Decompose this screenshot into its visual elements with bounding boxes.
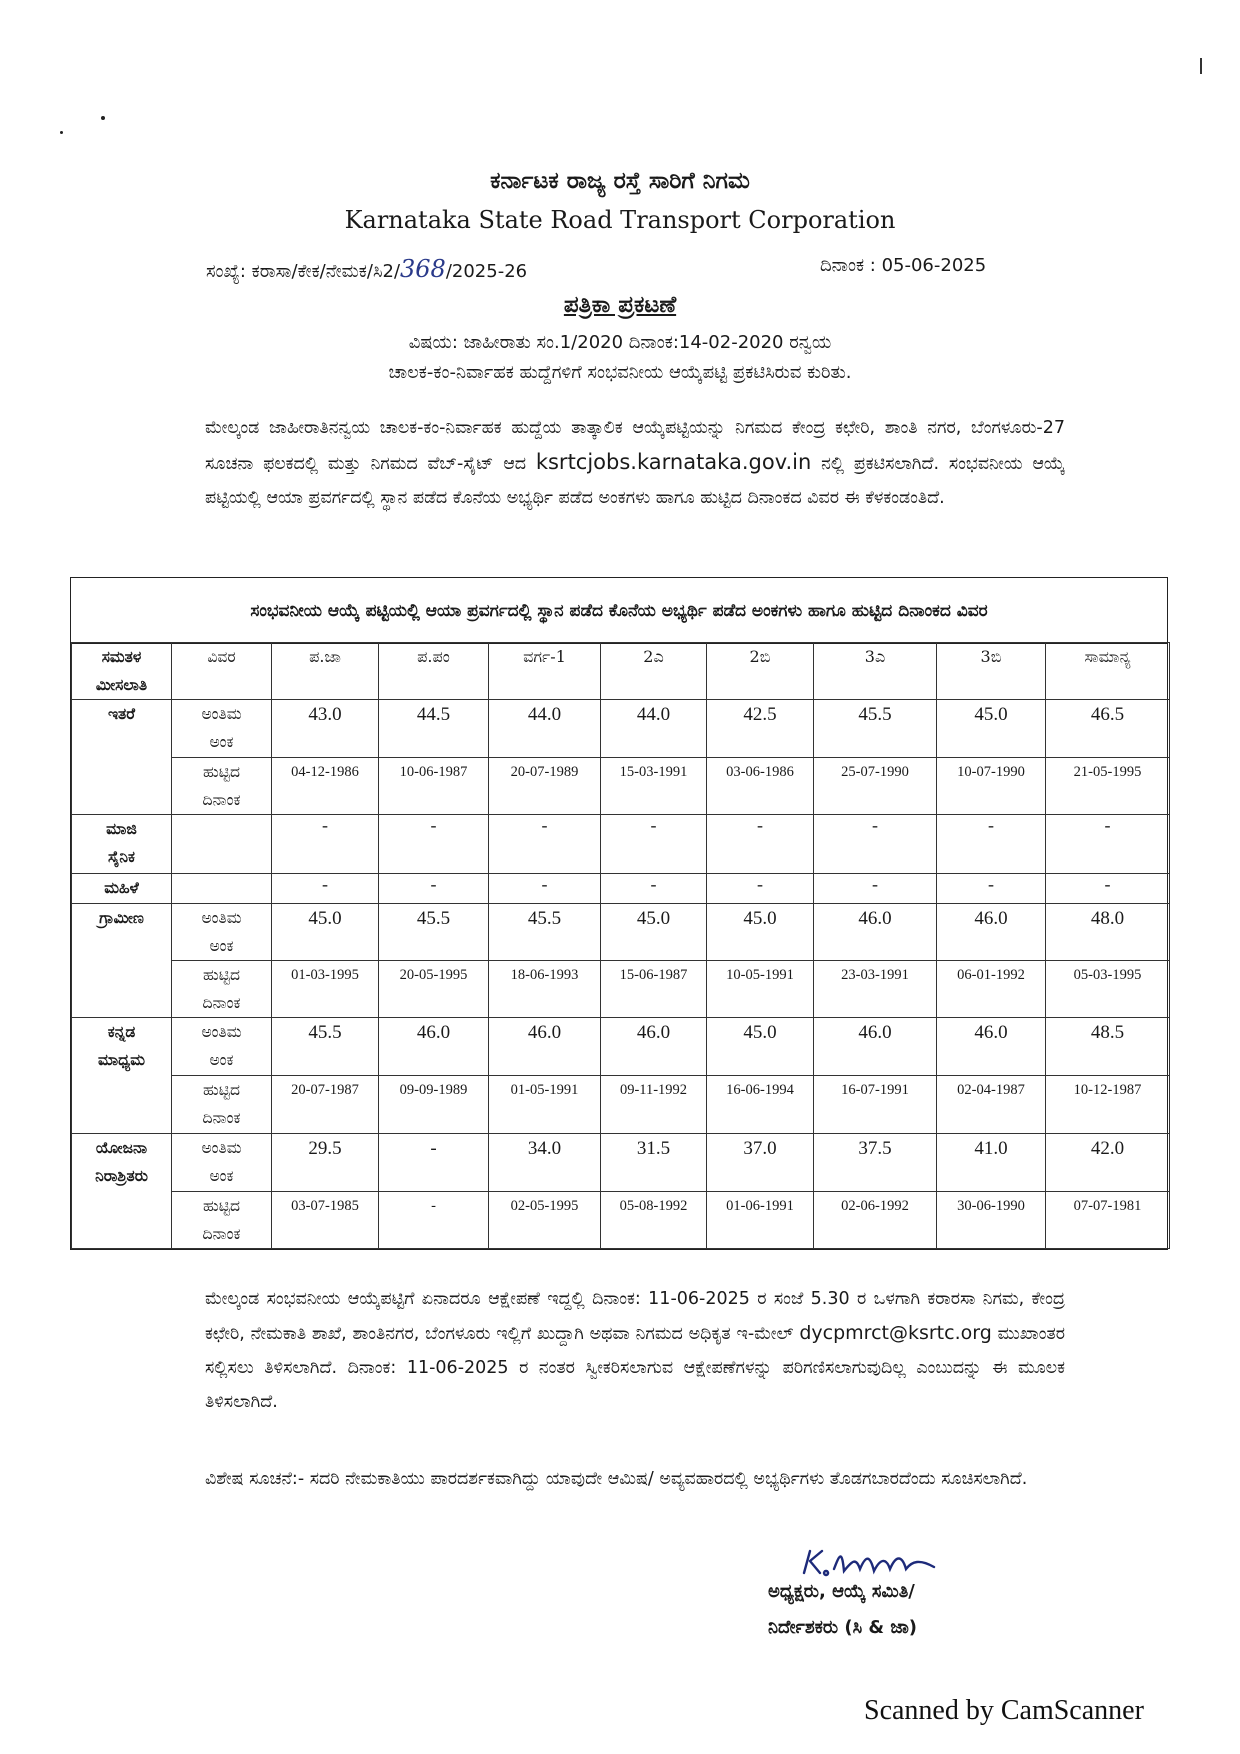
marks-cell: 45.5	[489, 903, 601, 960]
table-row	[72, 873, 1170, 903]
header-2a: 2ಎ	[601, 643, 707, 700]
dob-cell: 10-12-1987	[1046, 1075, 1170, 1133]
intro-text-2: ನಲ್ಲಿ ಪ್ರಕಟಿಸಲಾಗಿದೆ. ಸಂಭವನೀಯ ಆಯ್ಕೆ ಪಟ್ಟಿಯಲ್ಲಿ ಆಯಾ ಪ್ರವರ್ಗದಲ್ಲಿ ಸ್ಥಾನ ಪಡೆದ ಕೊನೆಯ ಅಭ್ಯರ್ಥಿ ಪಡೆದ ಅಂಕಗಳು ಹಾಗೂ ಹುಟ್ಟಿದ ದಿನಾಂಕದ ವಿವರ ಈ ಕೆಳಕಂಡಂತಿದೆ.	[205, 454, 1065, 508]
dob-cell: 10-05-1991	[707, 961, 814, 1018]
marks-cell: 45.0	[601, 903, 707, 960]
marks-cell: 44.0	[489, 700, 601, 757]
table-row	[72, 757, 1170, 814]
dob-cell: 16-06-1994	[707, 1075, 814, 1133]
row-category-line2: ಸೈನಿಕ	[107, 848, 136, 867]
dash-cell: -	[601, 815, 707, 873]
dob-label-line2: ದಿನಾಂಕ	[202, 1224, 241, 1243]
header-3a: 3ಎ	[814, 643, 937, 700]
org-name-kannada: ಕರ್ನಾಟಕ ರಾಜ್ಯ ರಸ್ತೆ ಸಾರಿಗೆ ನಿಗಮ	[490, 168, 750, 194]
subject-line-1: ವಿಷಯ: ಜಾಹೀರಾತು ಸಂ.1/2020 ದಿನಾಂಕ:14-02-2020 ರನ್ವಯ	[408, 332, 832, 353]
dob-cell: 05-08-1992	[601, 1191, 707, 1248]
marks-cell: 42.5	[707, 700, 814, 757]
dash-cell: -	[707, 873, 814, 903]
marks-label	[172, 903, 272, 960]
row-category-line1: ಯೋಜನಾ	[95, 1139, 148, 1158]
scan-edge-mark	[1200, 58, 1202, 74]
marks-cell: 45.0	[937, 700, 1046, 757]
marks-cell: 46.5	[1046, 700, 1170, 757]
dob-cell: 01-05-1991	[489, 1075, 601, 1133]
objection-text-1: ಮೇಲ್ಕಂಡ ಸಂಭವನೀಯ ಆಯ್ಕೆಪಟ್ಟಿಗೆ ಏನಾದರೂ ಆಕ್ಷೇಪಣೆ ಇದ್ದಲ್ಲಿ ದಿನಾಂಕ: 11-06-2025 ರ ಸಂಜೆ 5.30 ರ ಒಳಗಾಗಿ ಕರಾರಸಾ ನಿಗಮ, ಕೇಂದ್ರ ಕಛೇರಿ, ನೇಮಕಾತಿ ಶಾಖೆ, ಶಾಂತಿನಗರ, ಬೆಂಗಳೂರು ಇಲ್ಲಿಗೆ ಖುದ್ದಾಗಿ ಅಥವಾ ನಿಗಮದ ಅಧಿಕೃತ ಇ-ಮೇಲ್	[205, 1289, 1065, 1344]
dash-cell: -	[379, 873, 489, 903]
dash-cell: -	[272, 873, 379, 903]
dob-cell: 02-06-1992	[814, 1191, 937, 1248]
reference-handwritten-number: 368	[400, 255, 446, 283]
dob-label	[172, 961, 272, 1018]
marks-label-line2: ಅಂಕ	[209, 936, 234, 955]
dash-cell: -	[814, 815, 937, 873]
dob-cell: 15-06-1987	[601, 961, 707, 1018]
dob-label-line2: ದಿನಾಂಕ	[202, 790, 241, 809]
table-row	[72, 700, 1170, 757]
marks-cell: 45.5	[379, 903, 489, 960]
dash-cell: -	[489, 815, 601, 873]
row-category-women: ಮಹಿಳೆ	[72, 873, 172, 903]
dob-cell: 20-07-1989	[489, 757, 601, 814]
row-category-line2: ನಿರಾಶ್ರಿತರು	[95, 1167, 148, 1186]
header-sc: ಪ.ಜಾ	[272, 643, 379, 700]
table-row	[72, 1191, 1170, 1248]
scan-speck	[60, 131, 63, 134]
subject-line-2: ಚಾಲಕ-ಕಂ-ನಿರ್ವಾಹಕ ಹುದ್ದೆಗಳಿಗೆ ಸಂಭವನೀಯ ಆಯ್ಕೆಪಟ್ಟಿ ಪ್ರಕಟಿಸಿರುವ ಕುರಿತು.	[388, 362, 852, 383]
marks-cell: 45.0	[272, 903, 379, 960]
row-category-kannada-medium	[72, 1018, 172, 1134]
table-row	[72, 815, 1170, 873]
dob-cell: 01-06-1991	[707, 1191, 814, 1248]
marks-label-line2: ಅಂಕ	[209, 1051, 234, 1070]
marks-cell: 45.5	[814, 700, 937, 757]
dob-label-line2: ದಿನಾಂಕ	[202, 1108, 241, 1127]
reference-number	[206, 255, 527, 283]
table-row	[72, 1075, 1170, 1133]
header-st: ಪ.ಪಂ	[379, 643, 489, 700]
objection-paragraph	[205, 1282, 1065, 1419]
dob-label	[172, 757, 272, 814]
marks-label	[172, 700, 272, 757]
marks-cell: 46.0	[379, 1018, 489, 1075]
dob-cell: 18-06-1993	[489, 961, 601, 1018]
dob-label-line1: ಹುಟ್ಟಿದ	[203, 966, 240, 985]
dob-label-line1: ಹುಟ್ಟಿದ	[203, 762, 240, 781]
marks-cell: 45.0	[707, 903, 814, 960]
dob-label	[172, 1075, 272, 1133]
cutoff-grid	[71, 642, 1170, 1249]
marks-cell: 31.5	[601, 1134, 707, 1191]
dob-cell: 20-05-1995	[379, 961, 489, 1018]
empty-detail-cell	[172, 873, 272, 903]
table-row	[72, 1018, 1170, 1075]
objection-text-2: ಮುಖಾಂತರ ಸಲ್ಲಿಸಲು ತಿಳಿಸಲಾಗಿದೆ. ದಿನಾಂಕ: 11-06-2025 ರ ನಂತರ ಸ್ವೀಕರಿಸಲಾಗುವ ಆಕ್ಷೇಪಣೆಗಳನ್ನು ಪರಿಗಣಿಸಲಾಗುವುದಿಲ್ಲ ಎಂಬುದನ್ನು ಈ ಮೂಲಕ ತಿಳಿಸಲಾಗಿದೆ.	[205, 1324, 1065, 1412]
marks-cell: 46.0	[601, 1018, 707, 1075]
marks-label-line1: ಅಂತಿಮ	[201, 1023, 242, 1042]
row-category-line1: ಕನ್ನಡ	[107, 1023, 136, 1042]
empty-detail-cell	[172, 815, 272, 873]
marks-cell: 48.5	[1046, 1018, 1170, 1075]
org-name-english: Karnataka State Road Transport Corporation	[344, 206, 896, 234]
row-category-itare: ಇತರೆ	[72, 700, 172, 815]
table-header-row	[72, 643, 1170, 700]
website-link[interactable]: ksrtcjobs.karnataka.gov.in	[535, 450, 812, 474]
press-release-text: ಪತ್ರಿಕಾ ಪ್ರಕಟಣೆ	[563, 292, 677, 318]
dob-cell: 02-04-1987	[937, 1075, 1046, 1133]
dob-label-line2: ದಿನಾಂಕ	[202, 994, 241, 1013]
marks-cell: 34.0	[489, 1134, 601, 1191]
dob-cell: 03-07-1985	[272, 1191, 379, 1248]
dob-cell: 07-07-1981	[1046, 1191, 1170, 1248]
dash-cell: -	[272, 815, 379, 873]
marks-cell: 46.0	[814, 903, 937, 960]
signatory-designation-1: ಅಧ್ಯಕ್ಷರು, ಆಯ್ಕೆ ಸಮಿತಿ/	[768, 1581, 915, 1602]
table-row	[72, 961, 1170, 1018]
marks-label-line1: ಅಂತಿಮ	[201, 705, 242, 724]
dob-cell: 30-06-1990	[937, 1191, 1046, 1248]
dob-label	[172, 1191, 272, 1248]
marks-cell: 44.0	[601, 700, 707, 757]
selection-cutoff-table	[70, 577, 1168, 1250]
signatory-designation-2: ನಿರ್ದೇಶಕರು (ಸಿ & ಜಾ)	[768, 1617, 918, 1638]
intro-text-1: ಮೇಲ್ಕಂಡ ಜಾಹೀರಾತಿನನ್ವಯ ಚಾಲಕ-ಕಂ-ನಿರ್ವಾಹಕ ಹುದ್ದೆಯ ತಾತ್ಕಾಲಿಕ ಆಯ್ಕೆಪಟ್ಟಿಯನ್ನು ನಿಗಮದ ಕೇಂದ್ರ ಕಛೇರಿ, ಶಾಂತಿ ನಗರ, ಬೆಂಗಳೂರು-27 ಸೂಚನಾ ಫಲಕದಲ್ಲಿ ಮತ್ತು ನಿಗಮದ ವೆಬ್-ಸೈಟ್ ಆದ	[205, 418, 1065, 474]
row-category-line2: ಮಾಧ್ಯಮ	[97, 1051, 146, 1070]
dob-cell: 04-12-1986	[272, 757, 379, 814]
marks-cell: 46.0	[937, 903, 1046, 960]
dob-cell: 20-07-1987	[272, 1075, 379, 1133]
dob-cell: 01-03-1995	[272, 961, 379, 1018]
marks-label-line1: ಅಂತಿಮ	[201, 1139, 242, 1158]
dob-label-line1: ಹುಟ್ಟಿದ	[203, 1080, 240, 1099]
marks-cell: 46.0	[937, 1018, 1046, 1075]
marks-label-line2: ಅಂಕ	[209, 733, 234, 752]
dob-cell: 06-01-1992	[937, 961, 1046, 1018]
marks-cell: 41.0	[937, 1134, 1046, 1191]
header-general: ಸಾಮಾನ್ಯ	[1046, 643, 1170, 700]
header-category-line1: ಸಮತಳ	[101, 648, 142, 666]
scanner-watermark: Scanned by CamScanner	[864, 1695, 1144, 1726]
dash-cell: -	[379, 815, 489, 873]
row-category-ex-servicemen	[72, 815, 172, 873]
dob-cell: -	[379, 1191, 489, 1248]
header-detail: ವಿವರ	[172, 643, 272, 700]
special-note: ವಿಶೇಷ ಸೂಚನೆ:- ಸದರಿ ನೇಮಕಾತಿಯು ಪಾರದರ್ಶಕವಾಗಿದ್ದು ಯಾವುದೇ ಆಮಿಷ/ ಅವ್ಯವಹಾರದಲ್ಲಿ ಅಭ್ಯರ್ಥಿಗಳು ತೊಡಗಬಾರದೆಂದು ಸೂಚಿಸಲಾಗಿದೆ.	[205, 1469, 1028, 1489]
dob-cell: 15-03-1991	[601, 757, 707, 814]
row-category-line1: ಮಾಜಿ	[106, 820, 137, 839]
row-category-rural: ಗ್ರಾಮೀಣ	[72, 903, 172, 1018]
table-title: ಸಂಭವನೀಯ ಆಯ್ಕೆ ಪಟ್ಟಿಯಲ್ಲಿ ಆಯಾ ಪ್ರವರ್ಗದಲ್ಲಿ ಸ್ಥಾನ ಪಡೆದ ಕೊನೆಯ ಅಭ್ಯರ್ಥಿ ಪಡೆದ ಅಂಕಗಳು ಹಾಗೂ ಹುಟ್ಟಿದ ದಿನಾಂಕದ ವಿವರ	[71, 578, 1167, 644]
dash-cell: -	[707, 815, 814, 873]
press-release-heading	[0, 292, 1240, 318]
scan-speck	[101, 116, 105, 120]
dob-cell: 23-03-1991	[814, 961, 937, 1018]
marks-cell: 37.0	[707, 1134, 814, 1191]
marks-cell: 45.0	[707, 1018, 814, 1075]
header-category-1: ವರ್ಗ-1	[489, 643, 601, 700]
marks-label-line2: ಅಂಕ	[209, 1167, 234, 1186]
dob-cell: 21-05-1995	[1046, 757, 1170, 814]
marks-cell: 42.0	[1046, 1134, 1170, 1191]
dob-cell: 10-07-1990	[937, 757, 1046, 814]
dob-cell: 02-05-1995	[489, 1191, 601, 1248]
marks-cell: 37.5	[814, 1134, 937, 1191]
email-link[interactable]: dycpmrct@ksrtc.org	[799, 1322, 992, 1344]
marks-label-line1: ಅಂತಿಮ	[201, 908, 242, 927]
dash-cell: -	[601, 873, 707, 903]
reference-prefix: ಸಂಖ್ಯೆ: ಕರಾಸಾ/ಕೇಕ/ನೇಮಕ/ಸಿ2/	[206, 261, 401, 282]
dob-cell: 03-06-1986	[707, 757, 814, 814]
table-row	[72, 1134, 1170, 1191]
dash-cell: -	[1046, 873, 1170, 903]
marks-cell: 43.0	[272, 700, 379, 757]
marks-cell: 48.0	[1046, 903, 1170, 960]
marks-cell: -	[379, 1134, 489, 1191]
header-2b: 2ಬಿ	[707, 643, 814, 700]
table-row	[72, 903, 1170, 960]
header-3b: 3ಬಿ	[937, 643, 1046, 700]
marks-label	[172, 1134, 272, 1191]
dash-cell: -	[1046, 815, 1170, 873]
marks-cell: 29.5	[272, 1134, 379, 1191]
dob-label-line1: ಹುಟ್ಟಿದ	[203, 1196, 240, 1215]
row-category-project-displaced	[72, 1134, 172, 1249]
dob-cell: 16-07-1991	[814, 1075, 937, 1133]
dob-cell: 09-11-1992	[601, 1075, 707, 1133]
header-category	[72, 643, 172, 700]
marks-cell: 45.5	[272, 1018, 379, 1075]
dob-cell: 25-07-1990	[814, 757, 937, 814]
dob-cell: 10-06-1987	[379, 757, 489, 814]
intro-paragraph	[205, 411, 1065, 515]
marks-cell: 46.0	[814, 1018, 937, 1075]
document-date: ದಿನಾಂಕ : 05-06-2025	[820, 255, 987, 276]
marks-cell: 44.5	[379, 700, 489, 757]
marks-cell: 46.0	[489, 1018, 601, 1075]
header-category-line2: ಮೀಸಲಾತಿ	[95, 676, 148, 694]
signature-scribble	[800, 1543, 950, 1579]
dob-cell: 09-09-1989	[379, 1075, 489, 1133]
dash-cell: -	[937, 815, 1046, 873]
dash-cell: -	[489, 873, 601, 903]
reference-suffix: /2025-26	[445, 261, 528, 282]
dash-cell: -	[814, 873, 937, 903]
dob-cell: 05-03-1995	[1046, 961, 1170, 1018]
dash-cell: -	[937, 873, 1046, 903]
marks-label	[172, 1018, 272, 1075]
